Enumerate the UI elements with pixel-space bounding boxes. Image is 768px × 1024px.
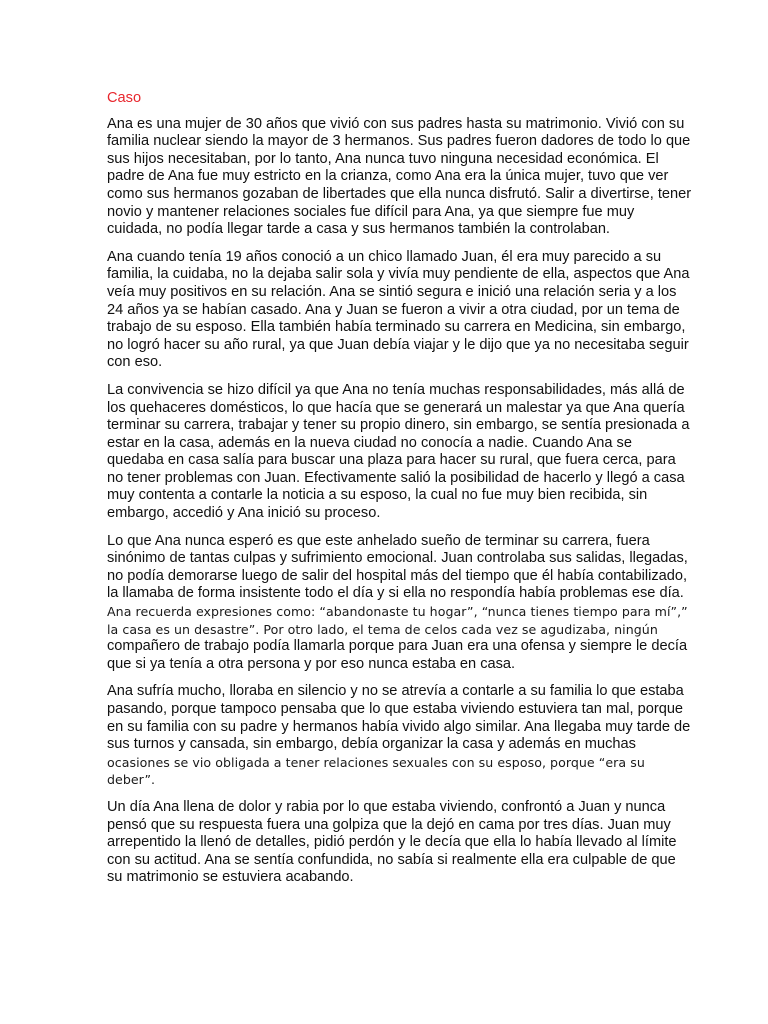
text-line: muy contenta a contarle la noticia a su esposo, la cual no fue muy bien recibida, sin bbox=[107, 487, 648, 504]
text-line: pensó que su respuesta fuera una golpiza que la dejó en cama por tres días. Juan muy bbox=[107, 816, 671, 833]
text-line: Un día Ana llena de dolor y rabia por lo que estaba viviendo, confrontó a Juan y nunca bbox=[107, 798, 666, 815]
text-line: veía muy positivos en su relación. Ana se sintió segura e inició una relación seria y a los bbox=[107, 283, 677, 300]
section-heading: Caso bbox=[107, 90, 142, 106]
text-line: sus turnos y cansada, sin embargo, debía organizar la casa y además en muchas bbox=[107, 736, 636, 753]
text-line: familia nuclear siendo la mayor de 3 hermanos. Sus padres fueron dadores de todo lo que bbox=[107, 133, 691, 150]
text-line: La convivencia se hizo difícil ya que Ana no tenía muchas responsabilidades, más allá de bbox=[107, 381, 685, 398]
text-line: quedaba en casa salía para buscar una plaza para hacer su rural, que fuera cerca, para bbox=[107, 452, 676, 469]
text-line: sus hijos necesitaban, por lo tanto, Ana nunca tuvo ninguna necesidad económica. El bbox=[107, 150, 659, 167]
text-line: trabajo de su esposo. Ella también había terminado su carrera en Medicina, sin embargo, bbox=[107, 319, 686, 336]
text-line: familia, la cuidaba, no la dejaba salir sola y vivía muy pendiente de ella, aspectos que Ana bbox=[107, 266, 690, 283]
text-line: no tener problemas con Juan. Efectivamente salió la posibilidad de hacerlo y llegó a casa bbox=[107, 469, 685, 486]
paragraph-3 bbox=[107, 381, 690, 523]
text-line: pasando, porque tampoco pensaba que lo que estaba viviendo estuviera tan mal, porque bbox=[107, 701, 684, 717]
text-line: Ana sufría mucho, lloraba en silencio y no se atrevía a contarle a su familia lo que estaba bbox=[107, 683, 684, 700]
paragraph-6 bbox=[107, 798, 677, 887]
text-line: compañero de trabajo podía llamarla porque para Juan era una ofensa y siempre le decía bbox=[107, 638, 688, 655]
text-line: que si ya tenía a otra persona y por eso nunca estaba en casa. bbox=[107, 655, 516, 672]
text-line: no podía demorarse luego de salir del hospital más del tiempo que él había contabilizado, bbox=[107, 567, 688, 584]
text-line: su matrimonio se estuviera acabando. bbox=[107, 869, 354, 886]
text-line: no logró hacer su año rural, ya que Juan debía viajar y le dijo que ya no necesitaba seguir bbox=[107, 336, 689, 353]
text-line: 24 años ya se habían casado. Ana y Juan se fueron a vivir a otra ciudad, por un tema de bbox=[107, 301, 680, 318]
paragraph-4 bbox=[107, 532, 688, 674]
paragraph-1 bbox=[107, 115, 692, 239]
text-line: como sus hermanos gozaban de libertades que ella nunca disfrutó. Salir a divertirse, tener bbox=[107, 185, 692, 202]
text-line: estar en la casa, además en la nueva ciudad no conocía a nadie. Cuando Ana se bbox=[107, 434, 632, 451]
paragraph-5 bbox=[107, 683, 691, 789]
text-line: con su actitud. Ana se sentía confundida, no sabía si realmente ella era culpable de que bbox=[107, 851, 676, 868]
text-line: Ana recuerda expresiones como: “abandonaste tu hogar”, “nunca tienes tiempo para mí”,” bbox=[107, 604, 688, 620]
text-line: padre de Ana fue muy estricto en la crianza, como Ana era la única mujer, tuvo que ver bbox=[107, 168, 669, 185]
text-line: novio y mantener relaciones sociales fue difícil para Ana, ya que siempre fue muy bbox=[107, 203, 635, 220]
text-line: sinónimo de tantas culpas y sufrimiento emocional. Juan controlaba sus salidas, llegadas, bbox=[107, 550, 688, 567]
text-line: con eso. bbox=[107, 354, 163, 371]
text-line: los quehaceres domésticos, lo que hacía que se generará un malestar ya que Ana quería bbox=[107, 399, 685, 416]
text-line: terminar su carrera, trabajar y tener su propio dinero, sin embargo, se sentía presionada a bbox=[107, 417, 690, 434]
text-line: Ana es una mujer de 30 años que vivió con sus padres hasta su matrimonio. Vivió con su bbox=[107, 115, 685, 132]
text-line: en su familia con su padre y hermanos había vivido algo similar. Ana llegaba muy tarde de bbox=[107, 718, 691, 735]
text-line: Ana cuando tenía 19 años conoció a un chico llamado Juan, él era muy parecido a su bbox=[107, 248, 662, 265]
text-line: la llamaba de forma insistente todo el día y si ella no respondía había problemas ese día. bbox=[107, 585, 684, 602]
text-line: ocasiones se vio obligada a tener relaciones sexuales con su esposo, porque “era su bbox=[107, 754, 645, 770]
text-line: cuidada, no podía llegar tarde a casa y sus hermanos también la controlaban. bbox=[107, 221, 610, 238]
text-line: la casa es un desastre”. Por otro lado, el tema de celos cada vez se agudizaba, ningún bbox=[107, 621, 658, 637]
text-line: embargo, accedió y Ana inició su proceso. bbox=[107, 505, 381, 522]
text-line: deber”. bbox=[107, 772, 156, 788]
text-line: Lo que Ana nunca esperó es que este anhelado sueño de terminar su carrera, fuera bbox=[107, 532, 650, 549]
document-body bbox=[107, 90, 692, 897]
paragraph-2 bbox=[107, 248, 690, 372]
text-line: arrepentido la llenó de detalles, pidió perdón y le decía que ella lo había llevado al límite bbox=[107, 834, 677, 851]
